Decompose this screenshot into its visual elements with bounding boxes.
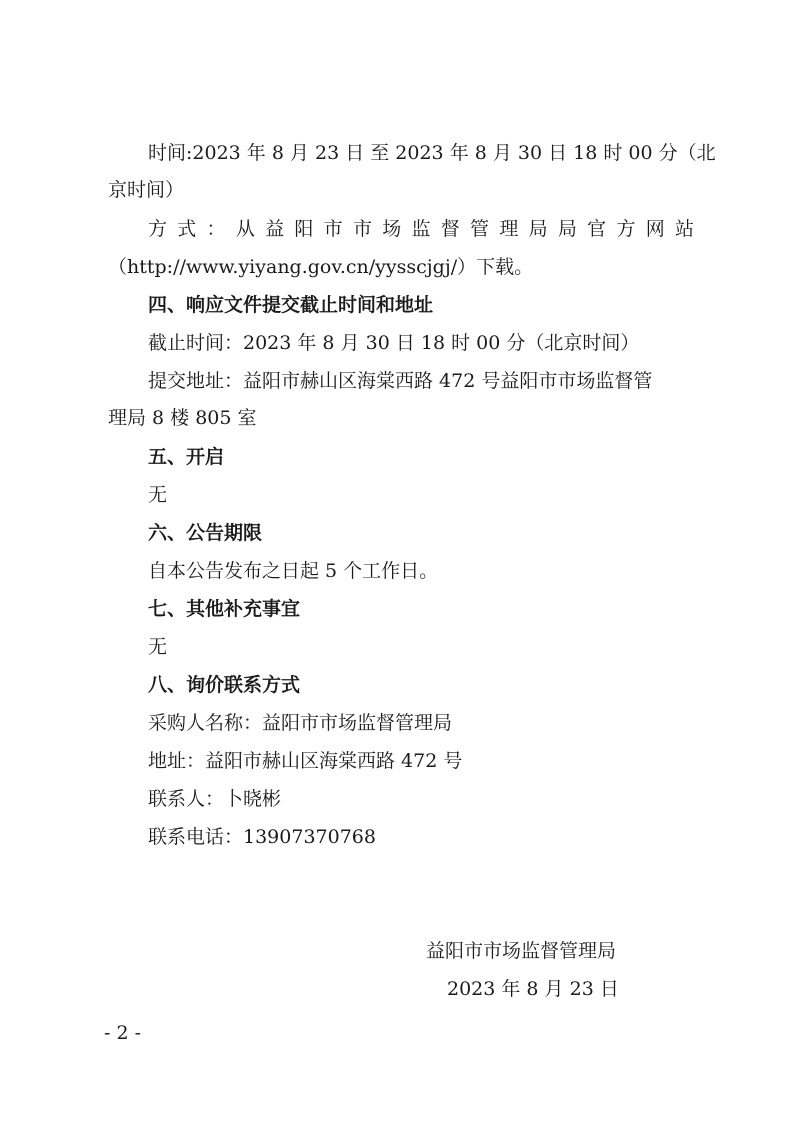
submit-address-line-2: 理局 8 楼 805 室: [108, 407, 257, 429]
signature-org: 益阳市市场监督管理局: [426, 940, 617, 962]
section-5-heading: 五、开启: [148, 446, 225, 468]
section-7-body: 无: [148, 636, 168, 658]
method-line-1: 方 式 ： 从 益 阳 市 市 场 监 督 管 理 局 局 官 方 网 站: [148, 218, 694, 240]
section-8-heading: 八、询价联系方式: [148, 674, 301, 696]
time-line-1: 时间:2023 年 8 月 23 日 至 2023 年 8 月 30 日 18 时 00 分（北: [148, 142, 716, 164]
address-line: 地址：益阳市赫山区海棠西路 472 号: [148, 750, 463, 772]
purchaser-line: 采购人名称：益阳市市场监督管理局: [148, 712, 453, 734]
submit-address-line-1: 提交地址：益阳市赫山区海棠西路 472 号益阳市市场监督管: [148, 370, 653, 392]
section-6-heading: 六、公告期限: [148, 522, 263, 544]
contact-person-line: 联系人：卜晓彬: [148, 788, 282, 810]
time-line-2: 京时间）: [108, 179, 185, 201]
deadline-line: 截止时间：2023 年 8 月 30 日 18 时 00 分（北京时间）: [148, 332, 640, 354]
section-7-heading: 七、其他补充事宜: [148, 598, 301, 620]
method-line-2: （http://www.yiyang.gov.cn/yysscjgj/）下载。: [108, 256, 534, 278]
phone-line: 联系电话：13907370768: [148, 826, 376, 848]
section-5-body: 无: [148, 484, 168, 506]
signature-date: 2023 年 8 月 23 日: [447, 978, 619, 1000]
section-4-heading: 四、响应文件提交截止时间和地址: [148, 294, 434, 316]
page-number: - 2 -: [104, 1022, 142, 1044]
section-6-body: 自本公告发布之日起 5 个工作日。: [148, 560, 439, 582]
